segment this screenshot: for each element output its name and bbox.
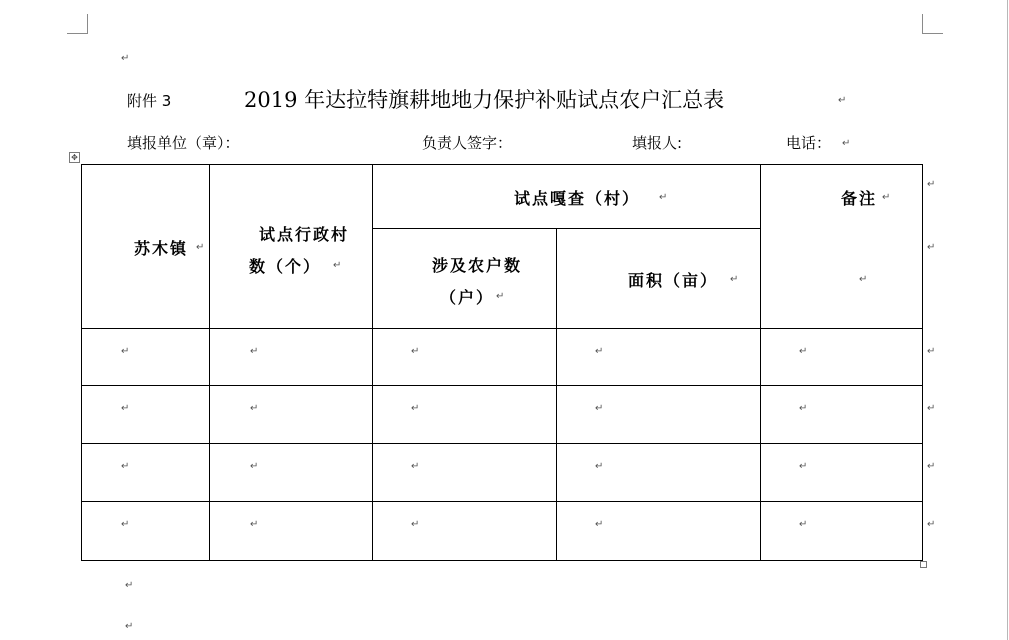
table-cell[interactable]: ↵ [799,461,808,472]
attachment-label: 附件 3 [127,92,172,110]
paragraph-mark: ↵ [859,274,868,285]
table-cell[interactable]: ↵ [250,346,259,357]
table-cell[interactable]: ↵ [411,403,420,414]
table-cell[interactable]: ↵ [411,519,420,530]
header-village-count-line1: 试点行政村 [259,225,350,244]
table-move-handle-icon[interactable]: ✥ [69,152,80,163]
table-cell[interactable]: ↵ [121,403,130,414]
table-cell[interactable]: ↵ [799,519,808,530]
paragraph-mark: ↵ [496,291,505,302]
table-cell[interactable]: ↵ [411,346,420,357]
table-cell[interactable]: ↵ [595,461,604,472]
end-of-row-mark: ↵ [927,461,936,472]
header-remarks: 备注 [841,189,878,208]
table-cell[interactable]: ↵ [121,461,130,472]
end-of-row-mark: ↵ [927,179,936,190]
field-responsible-label: 负责人签字： [422,134,513,152]
end-of-row-mark: ↵ [927,519,936,530]
document-title: 2019 年达拉特旗耕地地力保护补贴试点农户汇总表 [244,88,725,112]
header-area: 面积（亩） [628,271,719,290]
paragraph-mark: ↵ [842,138,851,149]
table-cell[interactable]: ↵ [250,461,259,472]
header-village-count-line2: 数（个） [249,257,322,276]
page-edge [1007,0,1008,640]
table-cell[interactable]: ↵ [121,519,130,530]
table-cell[interactable]: ↵ [595,346,604,357]
table-cell[interactable]: ↵ [411,461,420,472]
table-cell[interactable]: ↵ [799,403,808,414]
page-corner-mark-top-right [922,14,943,34]
end-of-row-mark: ↵ [927,403,936,414]
table-cell[interactable]: ↵ [121,346,130,357]
header-pilot-group: 试点嘎查（村） [514,189,641,208]
field-unit-label: 填报单位（章）： [127,134,240,152]
end-of-row-mark: ↵ [927,242,936,253]
page-corner-mark-top-left [67,14,88,34]
end-of-row-mark: ↵ [927,346,936,357]
paragraph-mark: ↵ [333,260,342,271]
paragraph-mark: ↵ [196,242,205,253]
paragraph-mark: ↵ [882,192,891,203]
paragraph-mark: ↵ [659,192,668,203]
paragraph-mark: ↵ [125,621,134,632]
table-cell[interactable]: ↵ [250,403,259,414]
header-township: 苏木镇 [134,239,189,258]
table-resize-handle[interactable] [920,561,927,568]
table-cell[interactable]: ↵ [595,519,604,530]
table-cell[interactable]: ↵ [799,346,808,357]
paragraph-mark: ↵ [121,53,130,64]
field-filler-label: 填报人: [632,134,683,152]
table-cell[interactable]: ↵ [595,403,604,414]
table-cell[interactable]: ↵ [250,519,259,530]
paragraph-mark: ↵ [125,580,134,591]
paragraph-mark: ↵ [838,95,847,106]
field-phone-label: 电话： [786,134,832,152]
header-households-line1: 涉及农户数 [432,256,523,275]
paragraph-mark: ↵ [730,274,739,285]
header-households-line2: （户） [440,288,495,307]
